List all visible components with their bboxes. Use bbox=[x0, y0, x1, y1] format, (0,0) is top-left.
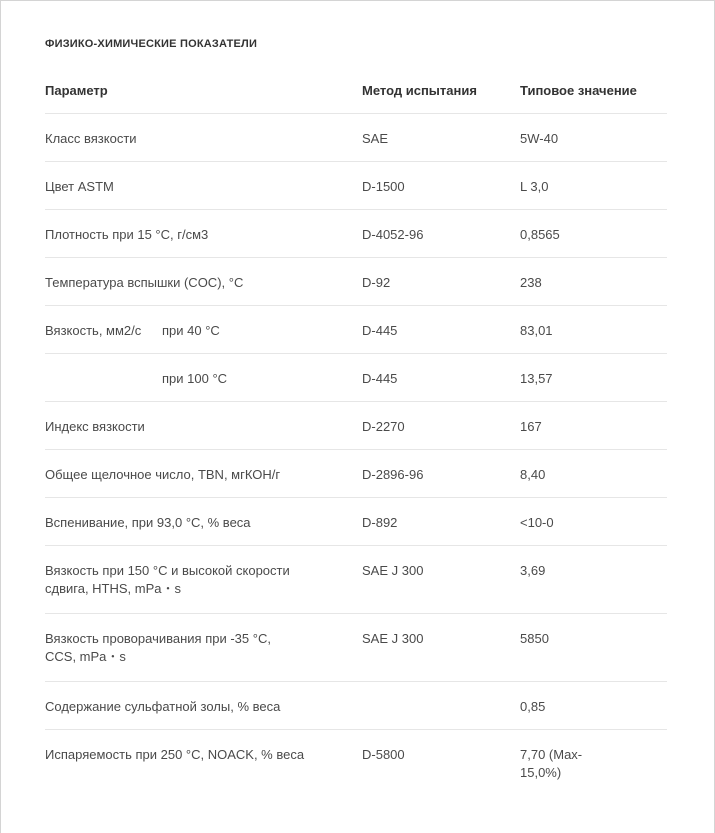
row-value: 3,69 bbox=[520, 563, 546, 578]
row-value: 238 bbox=[520, 275, 542, 290]
row-value: L 3,0 bbox=[520, 179, 549, 194]
row-method: D-892 bbox=[362, 515, 398, 530]
row-value: 5W-40 bbox=[520, 131, 559, 146]
row-param: Вязкость проворачивания при -35 °С, CCS, mPa・s bbox=[45, 631, 271, 664]
table-row bbox=[45, 730, 667, 790]
row-param: Испаряемость при 250 °С, NOACK, % веса bbox=[45, 747, 305, 762]
row-value: <10-0 bbox=[520, 515, 554, 530]
row-param: Плотность при 15 °C, г/см3 bbox=[45, 227, 209, 242]
row-param: Вязкость при 150 °С и высокой скорости сдвига, HTHS, mPa・s bbox=[45, 563, 290, 596]
row-method: SAE bbox=[362, 131, 389, 146]
table-row bbox=[45, 210, 667, 258]
row-param: Вязкость, мм2/с bbox=[45, 323, 142, 338]
table-row bbox=[45, 450, 667, 498]
row-method: D-2270 bbox=[362, 419, 405, 434]
table-row bbox=[45, 682, 667, 730]
row-value: 13,57 bbox=[520, 371, 553, 386]
section-title: ФИЗИКО-ХИМИЧЕСКИЕ ПОКАЗАТЕЛИ bbox=[45, 38, 258, 50]
row-param: Общее щелочное число, TBN, мгКОН/г bbox=[45, 467, 281, 482]
row-param: Класс вязкости bbox=[45, 131, 137, 146]
table-row bbox=[45, 306, 667, 354]
header-value: Типовое значение bbox=[520, 83, 637, 98]
properties-table bbox=[45, 66, 667, 790]
row-method: D-92 bbox=[362, 275, 391, 290]
table-row bbox=[45, 162, 667, 210]
row-method: SAE J 300 bbox=[362, 563, 424, 578]
row-method: D-445 bbox=[362, 371, 398, 386]
table-row bbox=[45, 354, 667, 402]
row-param: Вспенивание, при 93,0 °С, % веса bbox=[45, 515, 251, 530]
row-param: Температура вспышки (COC), °С bbox=[45, 275, 244, 290]
row-value: 83,01 bbox=[520, 323, 553, 338]
row-param: Содержание сульфатной золы, % веса bbox=[45, 699, 281, 714]
header-method: Метод испытания bbox=[362, 83, 477, 98]
row-param: Цвет ASTM bbox=[45, 179, 114, 194]
row-method: D-1500 bbox=[362, 179, 405, 194]
row-method: D-5800 bbox=[362, 747, 405, 762]
row-value: 0,8565 bbox=[520, 227, 560, 242]
table-row bbox=[45, 614, 667, 682]
header-param: Параметр bbox=[45, 83, 108, 98]
row-value: 5850 bbox=[520, 631, 549, 646]
table-row bbox=[45, 546, 667, 614]
table-row bbox=[45, 498, 667, 546]
row-method: D-4052-96 bbox=[362, 227, 424, 242]
table-row bbox=[45, 114, 667, 162]
row-value: 8,40 bbox=[520, 467, 546, 482]
row-method: D-2896-96 bbox=[362, 467, 424, 482]
row-value: 0,85 bbox=[520, 699, 546, 714]
table-header-row bbox=[45, 66, 667, 114]
row-value: 7,70 (Max-15,0%) bbox=[520, 747, 583, 780]
row-value: 167 bbox=[520, 419, 542, 434]
row-subparam: при 40 °С bbox=[162, 323, 220, 338]
row-method: D-445 bbox=[362, 323, 398, 338]
row-method: SAE J 300 bbox=[362, 631, 424, 646]
table-row bbox=[45, 258, 667, 306]
row-subparam: при 100 °С bbox=[162, 371, 228, 386]
table-row bbox=[45, 402, 667, 450]
row-param: Индекс вязкости bbox=[45, 419, 145, 434]
